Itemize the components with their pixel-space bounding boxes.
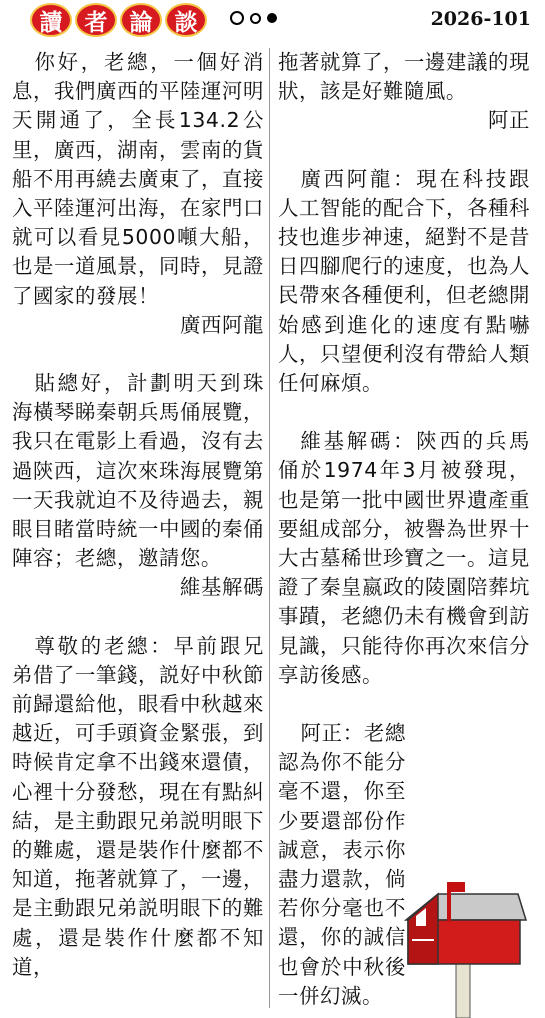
letter-signature: 廣西阿龍	[180, 312, 264, 337]
letter-paragraph: 你好，老總，一個好消息，我們廣西的平陸運河明天開通了，全長134.2公里，廣西，湖南，雲南的貨船不用再繞去廣東了，直接入平陸運河出海，在家門口就可以看見5000噸大船，也是一道風景，同時，見證了國家的發展！	[12, 50, 264, 308]
reply-paragraph: 廣西阿龍：現在科技跟人工智能的配合下，各種科技也進步神速，絕對不是昔日四腳爬行的速度，也為人民帶來各種便利，但老總開始感到進化的速度有點嚇人，只望便利沒有帶給人類任何麻煩。	[278, 166, 530, 396]
circle-icon	[250, 13, 261, 24]
column-title	[30, 3, 207, 37]
letter-signature: 阿正	[488, 108, 530, 133]
right-column	[278, 48, 530, 1011]
issue-number: 2026-101	[430, 8, 531, 30]
reply-paragraph: 阿正：老總認為你不能分毫不還，你至少要還部份作誠意，表示你盡力還款，倘若你分毫也不還，你的誠信也會於中秋後一併幻滅。	[278, 721, 406, 1008]
letter-signature: 維基解碼	[180, 575, 264, 600]
mailbox-icon	[398, 880, 528, 1018]
circle-icon	[230, 11, 244, 25]
letter-paragraph: 貼總好，計劃明天到珠海橫琴睇秦朝兵馬俑展覽，我只在電影上看過，沒有去過陝西，這次來珠海展覽第一天我就迫不及待過去，親眼目睹當時統一中國的秦俑陣容；老總，邀請您。	[12, 371, 264, 571]
title-badge: 談	[165, 3, 207, 37]
decorative-dots	[230, 11, 277, 25]
title-badge: 論	[120, 3, 162, 37]
title-badge: 讀	[30, 3, 72, 37]
column-divider	[269, 48, 270, 1008]
title-badge: 者	[75, 3, 117, 37]
reply-paragraph: 維基解碼：陝西的兵馬俑於1974年3月被發現，也是第一批中國世界遺產重要組成部分，被譽為世界十大古墓稀世珍寶之一。這見證了秦皇嬴政的陵園陪葬坑事蹟，老總仍未有機會到訪見識，只能待你再次來信分享訪後感。	[278, 429, 530, 687]
letter-continuation: 拖著就算了，一邊建議的現狀，該是好難隨風。	[278, 50, 530, 104]
header	[0, 0, 545, 40]
left-column	[12, 48, 264, 982]
letter-paragraph: 尊敬的老總：早前跟兄弟借了一筆錢，説好中秋節前歸還給他，眼看中秋越來越近，可手頭資金緊張，到時候肯定拿不出錢來還債，心裡十分發愁，現在有點糾結，是主動跟兄弟説明眼下的難處，還是裝作什麼都不知道，拖著就算了，一邊，是主動跟兄弟説明眼下的難處，還是裝作什麼都不知道，	[12, 633, 264, 979]
filled-circle-icon	[267, 13, 277, 23]
